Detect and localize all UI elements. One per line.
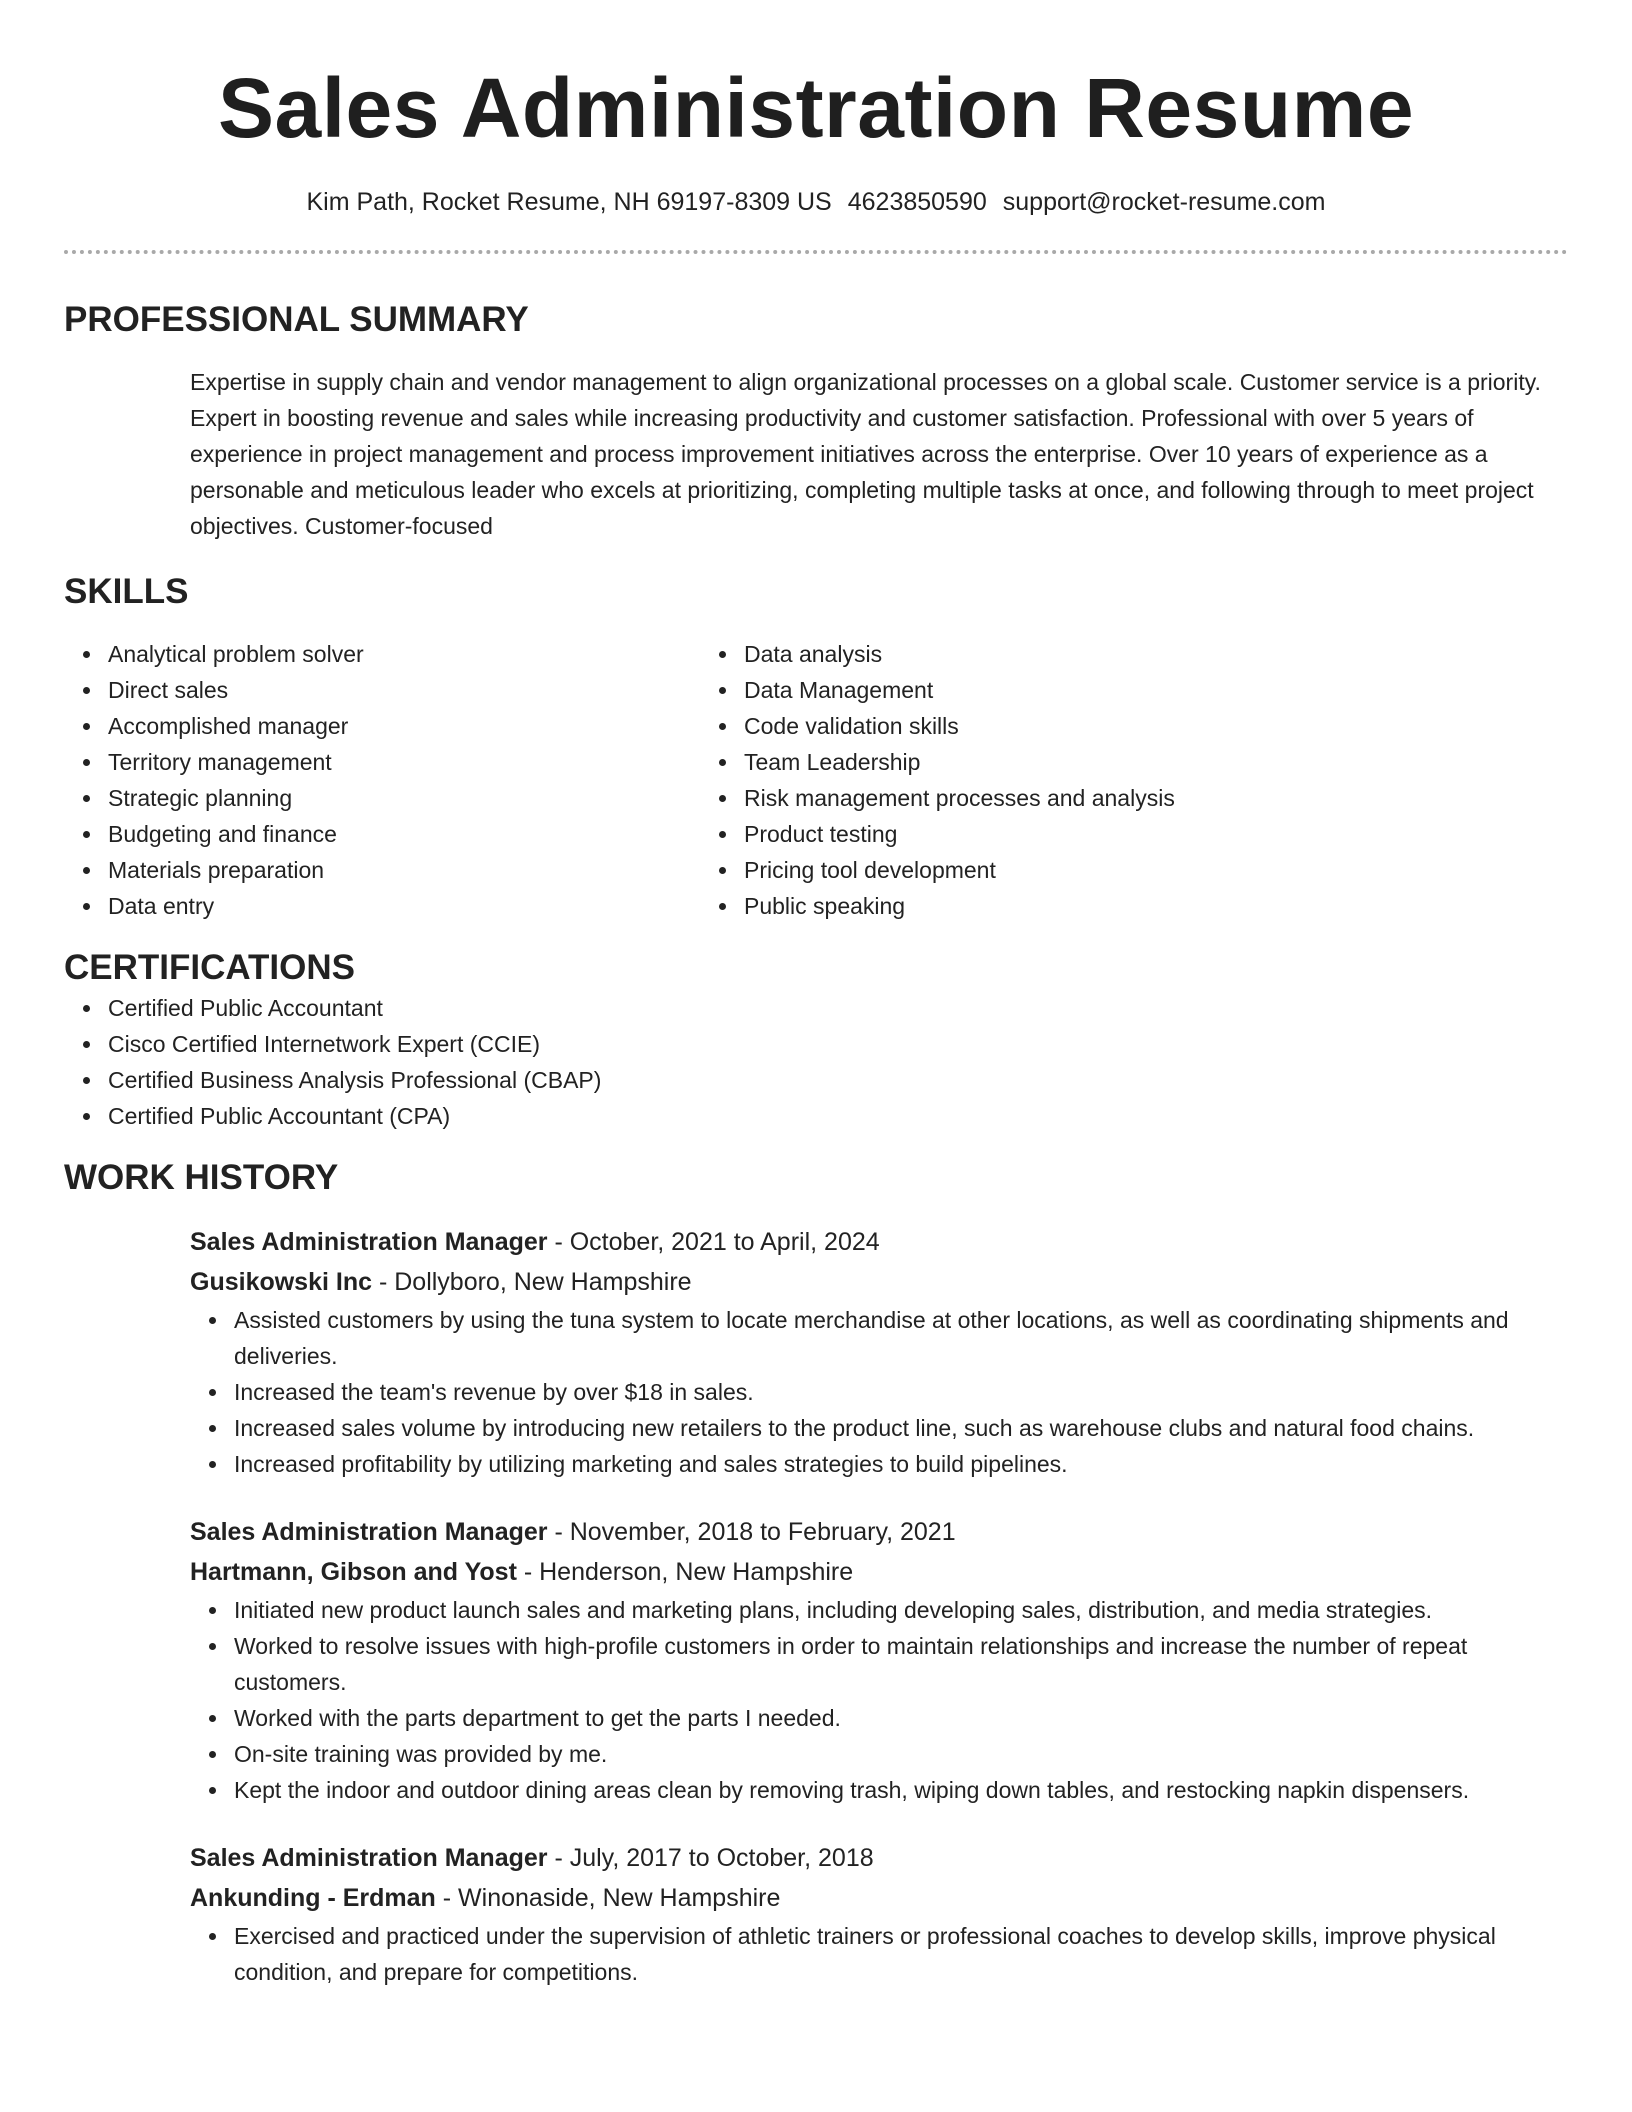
- job-bullets: [190, 1592, 1568, 1808]
- job-bullet: Kept the indoor and outdoor dining areas clean by removing trash, wiping down tables, and restocking napkin dispensers.: [190, 1772, 1568, 1808]
- skill-item: Public speaking: [700, 888, 1300, 924]
- job-company-line: [190, 1262, 1568, 1302]
- job-dates: - October, 2021 to April, 2024: [547, 1228, 880, 1256]
- job-dates: - November, 2018 to February, 2021: [547, 1518, 956, 1546]
- skills-columns: [64, 636, 1568, 924]
- skill-item: Direct sales: [64, 672, 700, 708]
- job-bullet: Worked to resolve issues with high-profile customers in order to maintain relationships and increase the number of repeat customers.: [190, 1628, 1568, 1700]
- skills-heading: SKILLS: [64, 572, 189, 611]
- job-title: Sales Administration Manager: [190, 1228, 548, 1256]
- job-bullets: [190, 1302, 1568, 1482]
- skills-list-right: [700, 636, 1300, 924]
- header-divider: [64, 250, 1568, 254]
- certification-item: Certified Public Accountant: [64, 990, 1568, 1026]
- skill-item: Product testing: [700, 816, 1300, 852]
- job-title: Sales Administration Manager: [190, 1518, 548, 1546]
- contact-phone: 4623850590: [847, 188, 987, 216]
- job-company: Ankunding - Erdman: [190, 1884, 436, 1912]
- skill-item: Data entry: [64, 888, 700, 924]
- skill-item: Data Management: [700, 672, 1300, 708]
- job-bullet: Assisted customers by using the tuna system to locate merchandise at other locations, as well as coordinating shipments and deliveries.: [190, 1302, 1568, 1374]
- work-history-heading: WORK HISTORY: [64, 1158, 339, 1197]
- summary-heading: PROFESSIONAL SUMMARY: [64, 300, 529, 339]
- job-bullets: [190, 1918, 1568, 1990]
- certifications-heading: CERTIFICATIONS: [64, 948, 356, 987]
- job-company: Hartmann, Gibson and Yost: [190, 1558, 517, 1586]
- job-entry: [190, 1222, 1568, 1482]
- contact-line: [64, 186, 1568, 218]
- job-bullet: Increased profitability by utilizing marketing and sales strategies to build pipelines.: [190, 1446, 1568, 1482]
- job-location: - Winonaside, New Hampshire: [435, 1884, 781, 1912]
- job-title-line: [190, 1222, 1568, 1262]
- skill-item: Analytical problem solver: [64, 636, 700, 672]
- certification-item: Certified Public Accountant (CPA): [64, 1098, 1568, 1134]
- skill-item: Budgeting and finance: [64, 816, 700, 852]
- job-company-line: [190, 1878, 1568, 1918]
- job-dates: - July, 2017 to October, 2018: [547, 1844, 874, 1872]
- summary-text: Expertise in supply chain and vendor management to align organizational processes on a global scale. Customer service is a priority. Expert in boosting revenue and sales while increasing productivity and customer satisfaction. Professional with over 5 years of experience in project management and process improvement initiatives across the enterprise. Over 10 years of experience as a personable and meticulous leader who excels at prioritizing, completing multiple tasks at once, and following through to meet project objectives. Customer-focused: [190, 369, 1541, 539]
- skill-item: Data analysis: [700, 636, 1300, 672]
- job-bullet: Exercised and practiced under the supervision of athletic trainers or professional coaches to develop skills, improve physical condition, and prepare for competitions.: [190, 1918, 1568, 1990]
- job-title-line: [190, 1512, 1568, 1552]
- skill-item: Pricing tool development: [700, 852, 1300, 888]
- skill-item: Strategic planning: [64, 780, 700, 816]
- job-bullet: Worked with the parts department to get the parts I needed.: [190, 1700, 1568, 1736]
- certification-item: Cisco Certified Internetwork Expert (CCIE): [64, 1026, 1568, 1062]
- skill-item: Team Leadership: [700, 744, 1300, 780]
- certifications-list: [64, 990, 1568, 1134]
- job-bullet: Initiated new product launch sales and marketing plans, including developing sales, distribution, and media strategies.: [190, 1592, 1568, 1628]
- resume-page: [64, 0, 1568, 1990]
- skill-item: Materials preparation: [64, 852, 700, 888]
- job-company-line: [190, 1552, 1568, 1592]
- job-location: - Dollyboro, New Hampshire: [372, 1268, 692, 1296]
- contact-email: support@rocket-resume.com: [1002, 188, 1326, 216]
- job-title-line: [190, 1838, 1568, 1878]
- job-bullet: On-site training was provided by me.: [190, 1736, 1568, 1772]
- job-location: - Henderson, New Hampshire: [516, 1558, 854, 1586]
- job-bullet: Increased sales volume by introducing new retailers to the product line, such as warehouse clubs and natural food chains.: [190, 1410, 1568, 1446]
- resume-title: Sales Administration Resume: [217, 61, 1415, 155]
- job-title: Sales Administration Manager: [190, 1844, 548, 1872]
- skill-item: Code validation skills: [700, 708, 1300, 744]
- contact-address: Kim Path, Rocket Resume, NH 69197-8309 US: [306, 188, 832, 216]
- job-bullet: Increased the team's revenue by over $18 in sales.: [190, 1374, 1568, 1410]
- job-entry: [190, 1512, 1568, 1808]
- certification-item: Certified Business Analysis Professional (CBAP): [64, 1062, 1568, 1098]
- skill-item: Territory management: [64, 744, 700, 780]
- skills-list-left: [64, 636, 700, 924]
- skill-item: Accomplished manager: [64, 708, 700, 744]
- skill-item: Risk management processes and analysis: [700, 780, 1300, 816]
- job-company: Gusikowski Inc: [190, 1268, 373, 1296]
- job-entry: [190, 1838, 1568, 1990]
